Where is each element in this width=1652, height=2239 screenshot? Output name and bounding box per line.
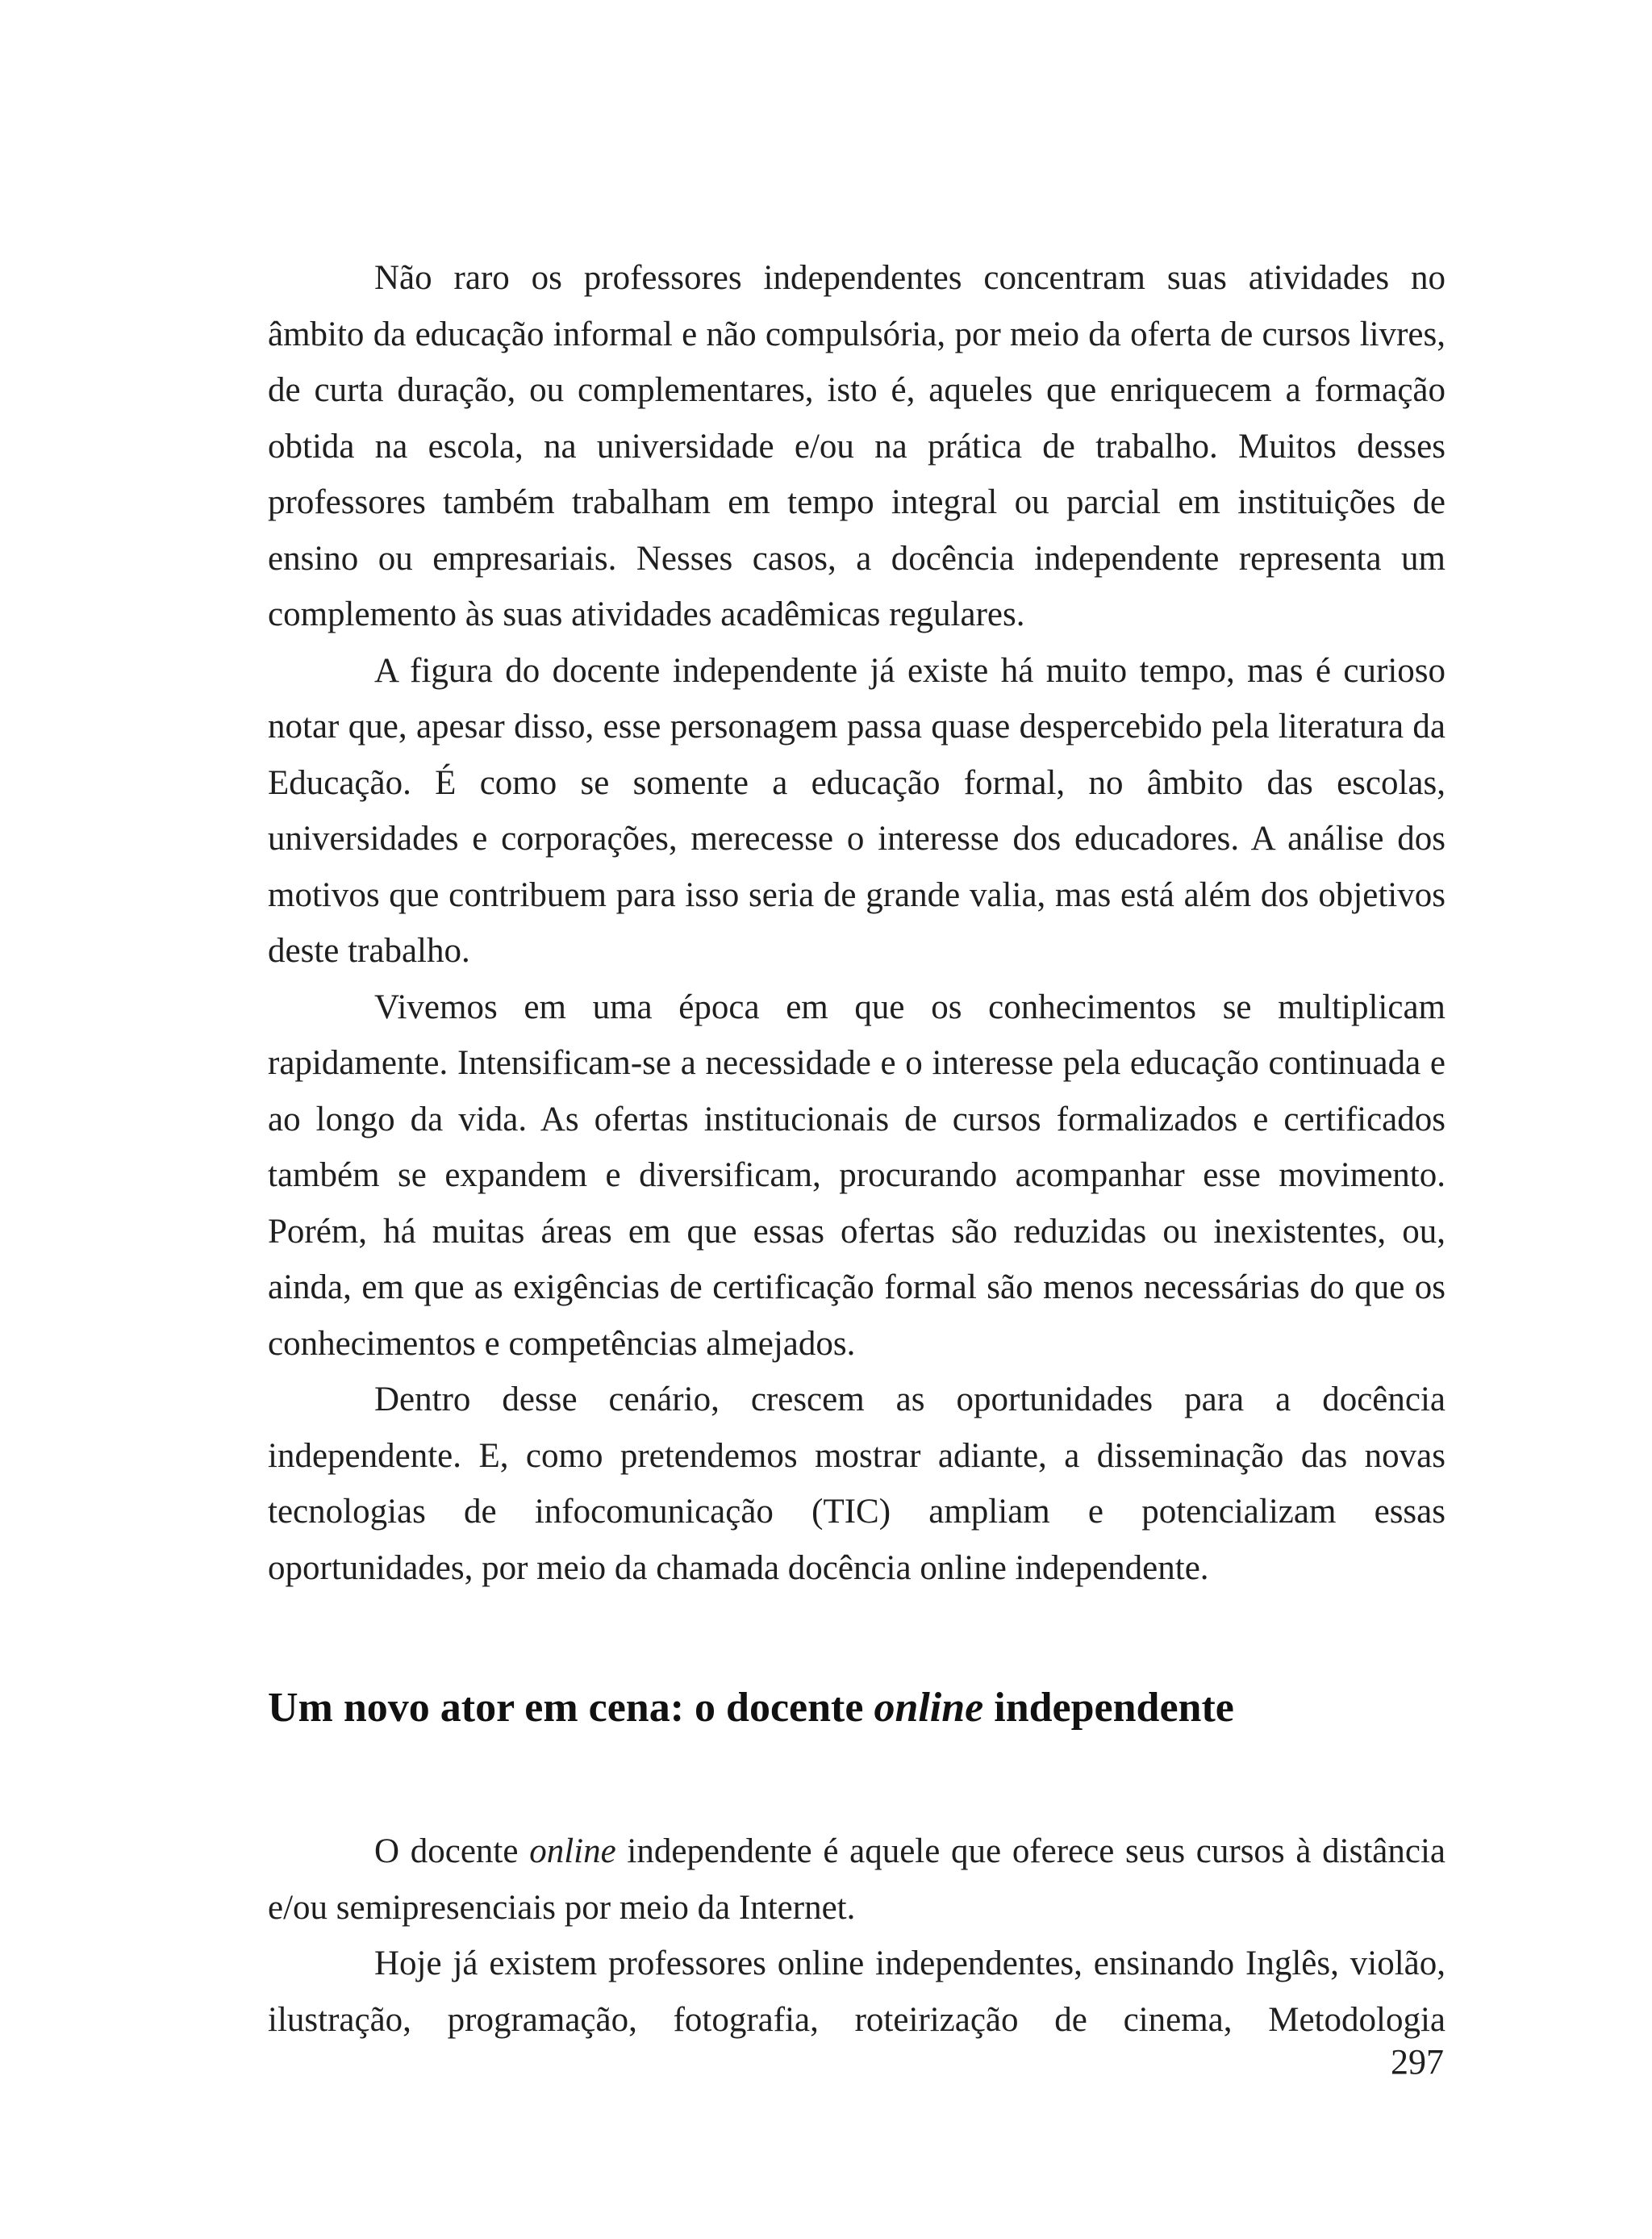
paragraph-1: Não raro os professores independentes concentram suas atividades no âmbito da educação informal e não compulsória, por meio da oferta de cursos livres, de curta duração, ou complementares, isto é, aqueles que enriquecem a formação obtida na escola, na universidade e/ou na prática de trabalho. Muitos desses professores também trabalham em tempo integral ou parcial em instituições de ensino ou empresariais. Nesses casos, a docência independente representa um complemento às suas atividades acadêmicas regulares.	[268, 259, 1446, 633]
heading-text-start: Um novo ator em cena: o docente	[268, 1685, 874, 1731]
paragraph-5-italic: online	[529, 1832, 616, 1870]
paragraph-3: Vivemos em uma época em que os conhecimentos se multiplicam rapidamente. Intensificam-se a necessidade e o interesse pela educação continuada e ao longo da vida. As ofertas institucionais de cursos formalizados e certificados também se expandem e diversificam, procurando acompanhar esse movimento. Porém, há muitas áreas em que essas ofertas são reduzidas ou inexistentes, ou, ainda, em que as exigências de certificação formal são menos necessárias do que os conhecimentos e competências almejados.	[268, 988, 1446, 1363]
paragraph-6: Hoje já existem professores online independentes, ensinando Inglês, violão, ilustração, programação, fotografia, roteirização de cinema, Metodologia	[268, 1945, 1446, 2039]
section-heading	[268, 1680, 1446, 1736]
paragraph-5-start: O docente	[374, 1832, 530, 1870]
paragraph-2: A figura do docente independente já existe há muito tempo, mas é curioso notar que, apesar disso, esse personagem passa quase despercebido pela literatura da Educação. É como se somente a educação formal, no âmbito das escolas, universidades e corporações, merecesse o interesse dos educadores. A análise dos motivos que contribuem para isso seria de grande valia, mas está além dos objetivos deste trabalho.	[268, 651, 1446, 970]
paragraph-4: Dentro desse cenário, crescem as oportunidades para a docência independente. E, como pretendemos mostrar adiante, a disseminação das novas tecnologias de infocomunicação (TIC) ampliam e potencializam essas oportunidades, por meio da chamada docência online independente.	[268, 1381, 1446, 1587]
heading-text-italic: online	[874, 1685, 984, 1731]
paragraph-5	[268, 1823, 1446, 1936]
page-body	[268, 250, 1446, 2048]
paragraph-5-end: independente é aquele que oferece seus cursos à distância e/ou semipresenciais por meio da Internet.	[268, 1832, 1446, 1927]
page-number: 297	[1391, 2042, 1444, 2082]
heading-text-end: independente	[983, 1685, 1234, 1731]
